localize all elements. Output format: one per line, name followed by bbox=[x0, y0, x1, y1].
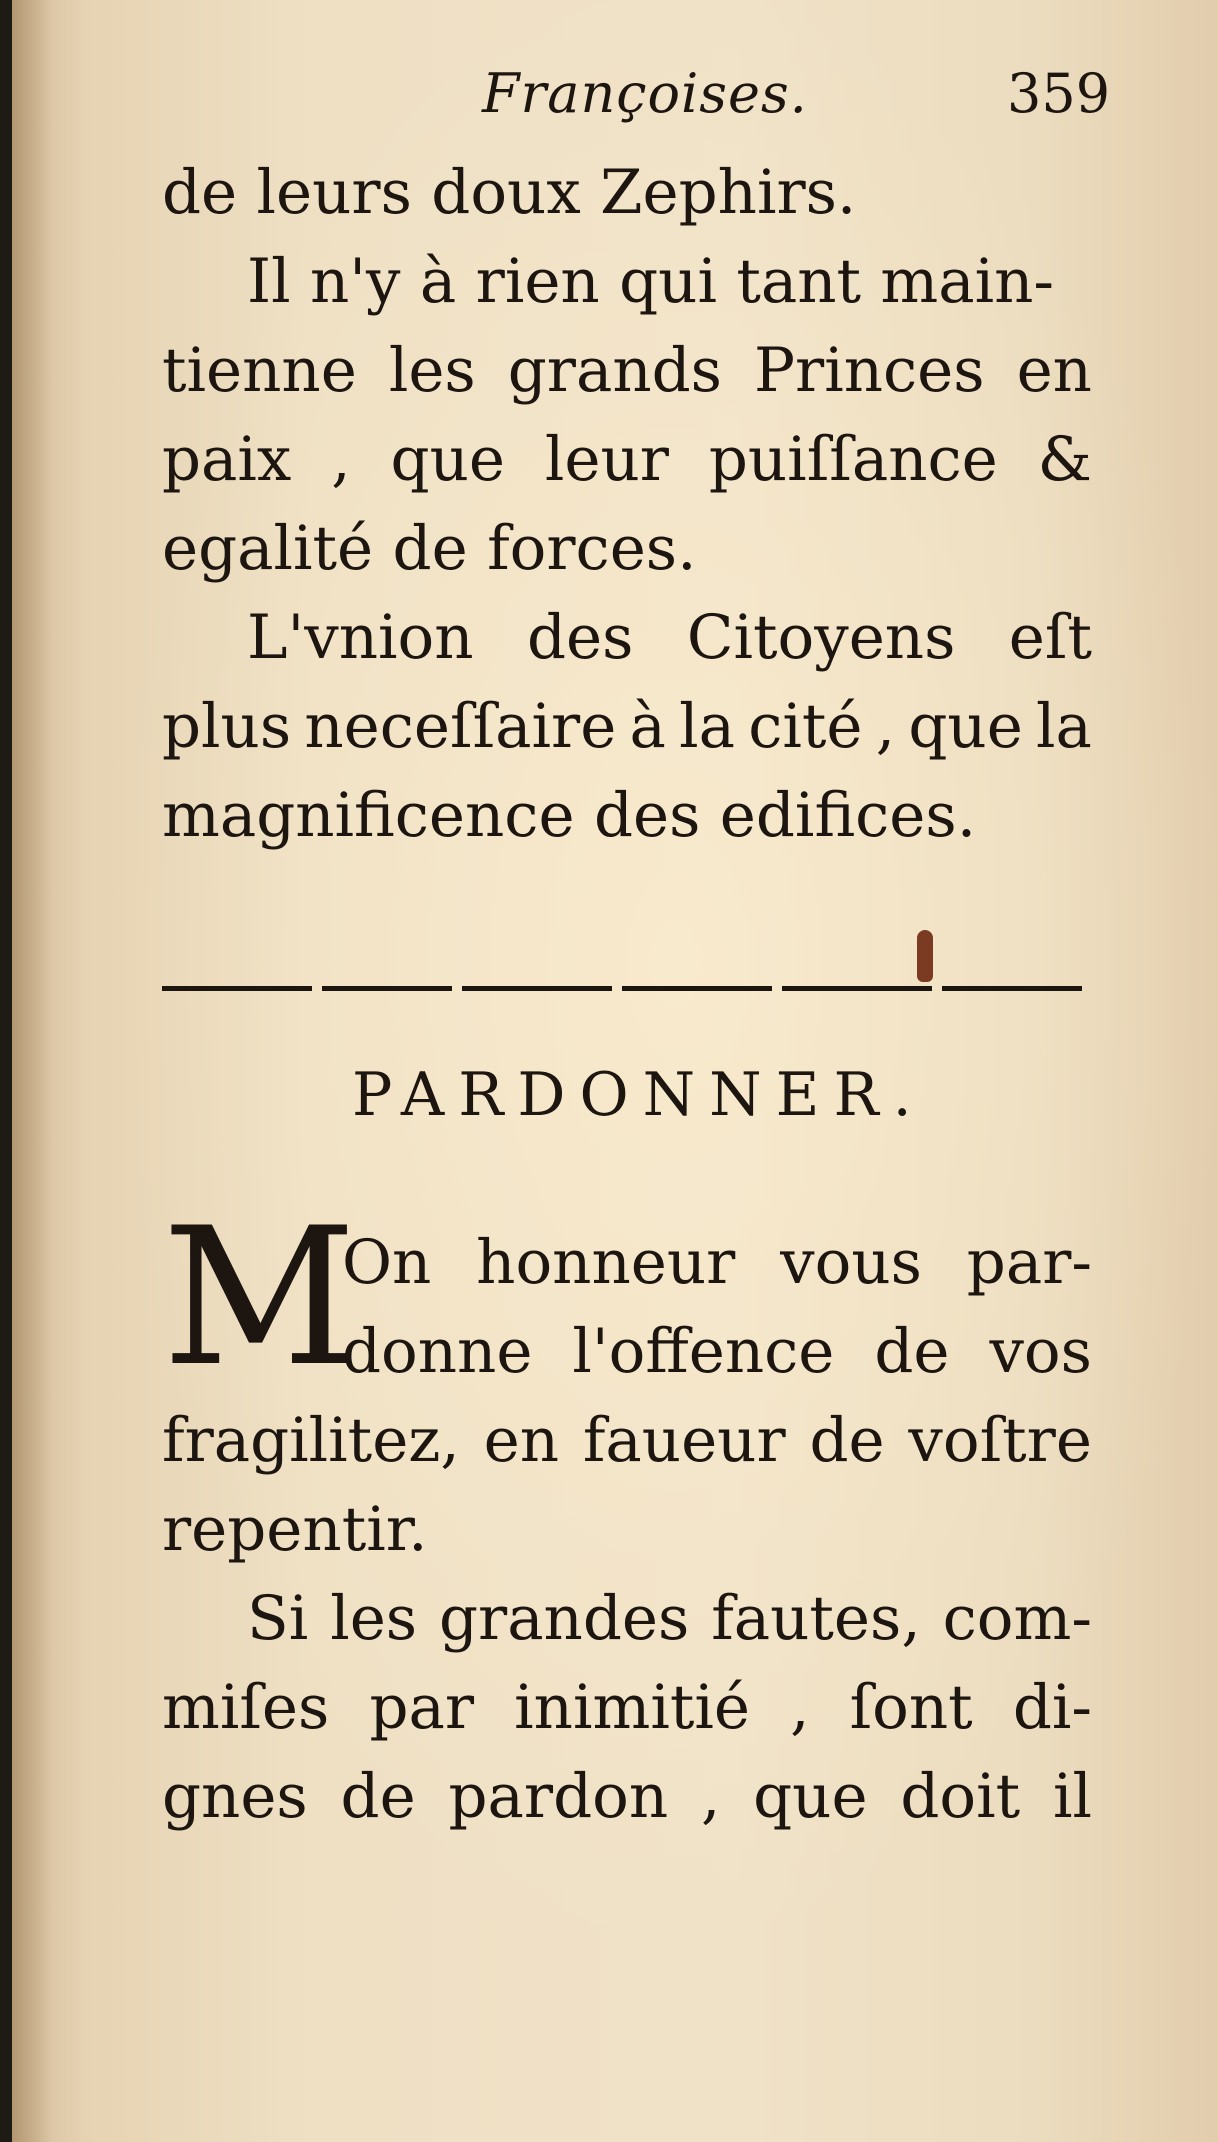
text-line: L'vnion des Citoyens eſt bbox=[247, 602, 1092, 673]
running-head: Françoises. bbox=[482, 62, 808, 125]
ink-stain bbox=[917, 930, 933, 982]
body-text-top bbox=[162, 148, 1092, 860]
text-line: paix , que leur puiſſance & bbox=[162, 424, 1092, 495]
text-line: repentir. bbox=[162, 1494, 428, 1565]
text-line: de leurs doux Zephirs. bbox=[162, 157, 857, 228]
text-line: gnes de pardon , que doit il bbox=[162, 1761, 1092, 1832]
dropcap-lines bbox=[342, 1218, 1092, 1396]
page-header bbox=[162, 62, 1112, 142]
drop-cap: M bbox=[162, 1187, 357, 1408]
ornamental-rule bbox=[162, 978, 1082, 1000]
text-line: egalité de forces. bbox=[162, 513, 697, 584]
page-number: 359 bbox=[1007, 62, 1111, 125]
text-line: magnificence des edifices. bbox=[162, 780, 977, 851]
dropcap-line: donne l'offence de vos bbox=[342, 1316, 1092, 1387]
text-line: miſes par inimitié , ſont di- bbox=[162, 1672, 1092, 1743]
text-line: tienne les grands Princes en bbox=[162, 335, 1092, 406]
body-text-bottom bbox=[162, 1396, 1092, 1841]
section-title bbox=[352, 1060, 926, 1130]
book-page bbox=[12, 0, 1218, 2142]
text-line: fragilitez, en faueur de voſtre bbox=[162, 1405, 1092, 1476]
text-line: Il n'y à rien qui tant main- bbox=[247, 246, 1055, 317]
section-title-text: PARDONNER. bbox=[352, 1060, 926, 1130]
text-line: plus neceſſaire à la cité , que la bbox=[162, 691, 1092, 762]
text-line: Si les grandes fautes, com- bbox=[247, 1583, 1092, 1654]
dropcap-line: On honneur vous par- bbox=[342, 1227, 1092, 1298]
